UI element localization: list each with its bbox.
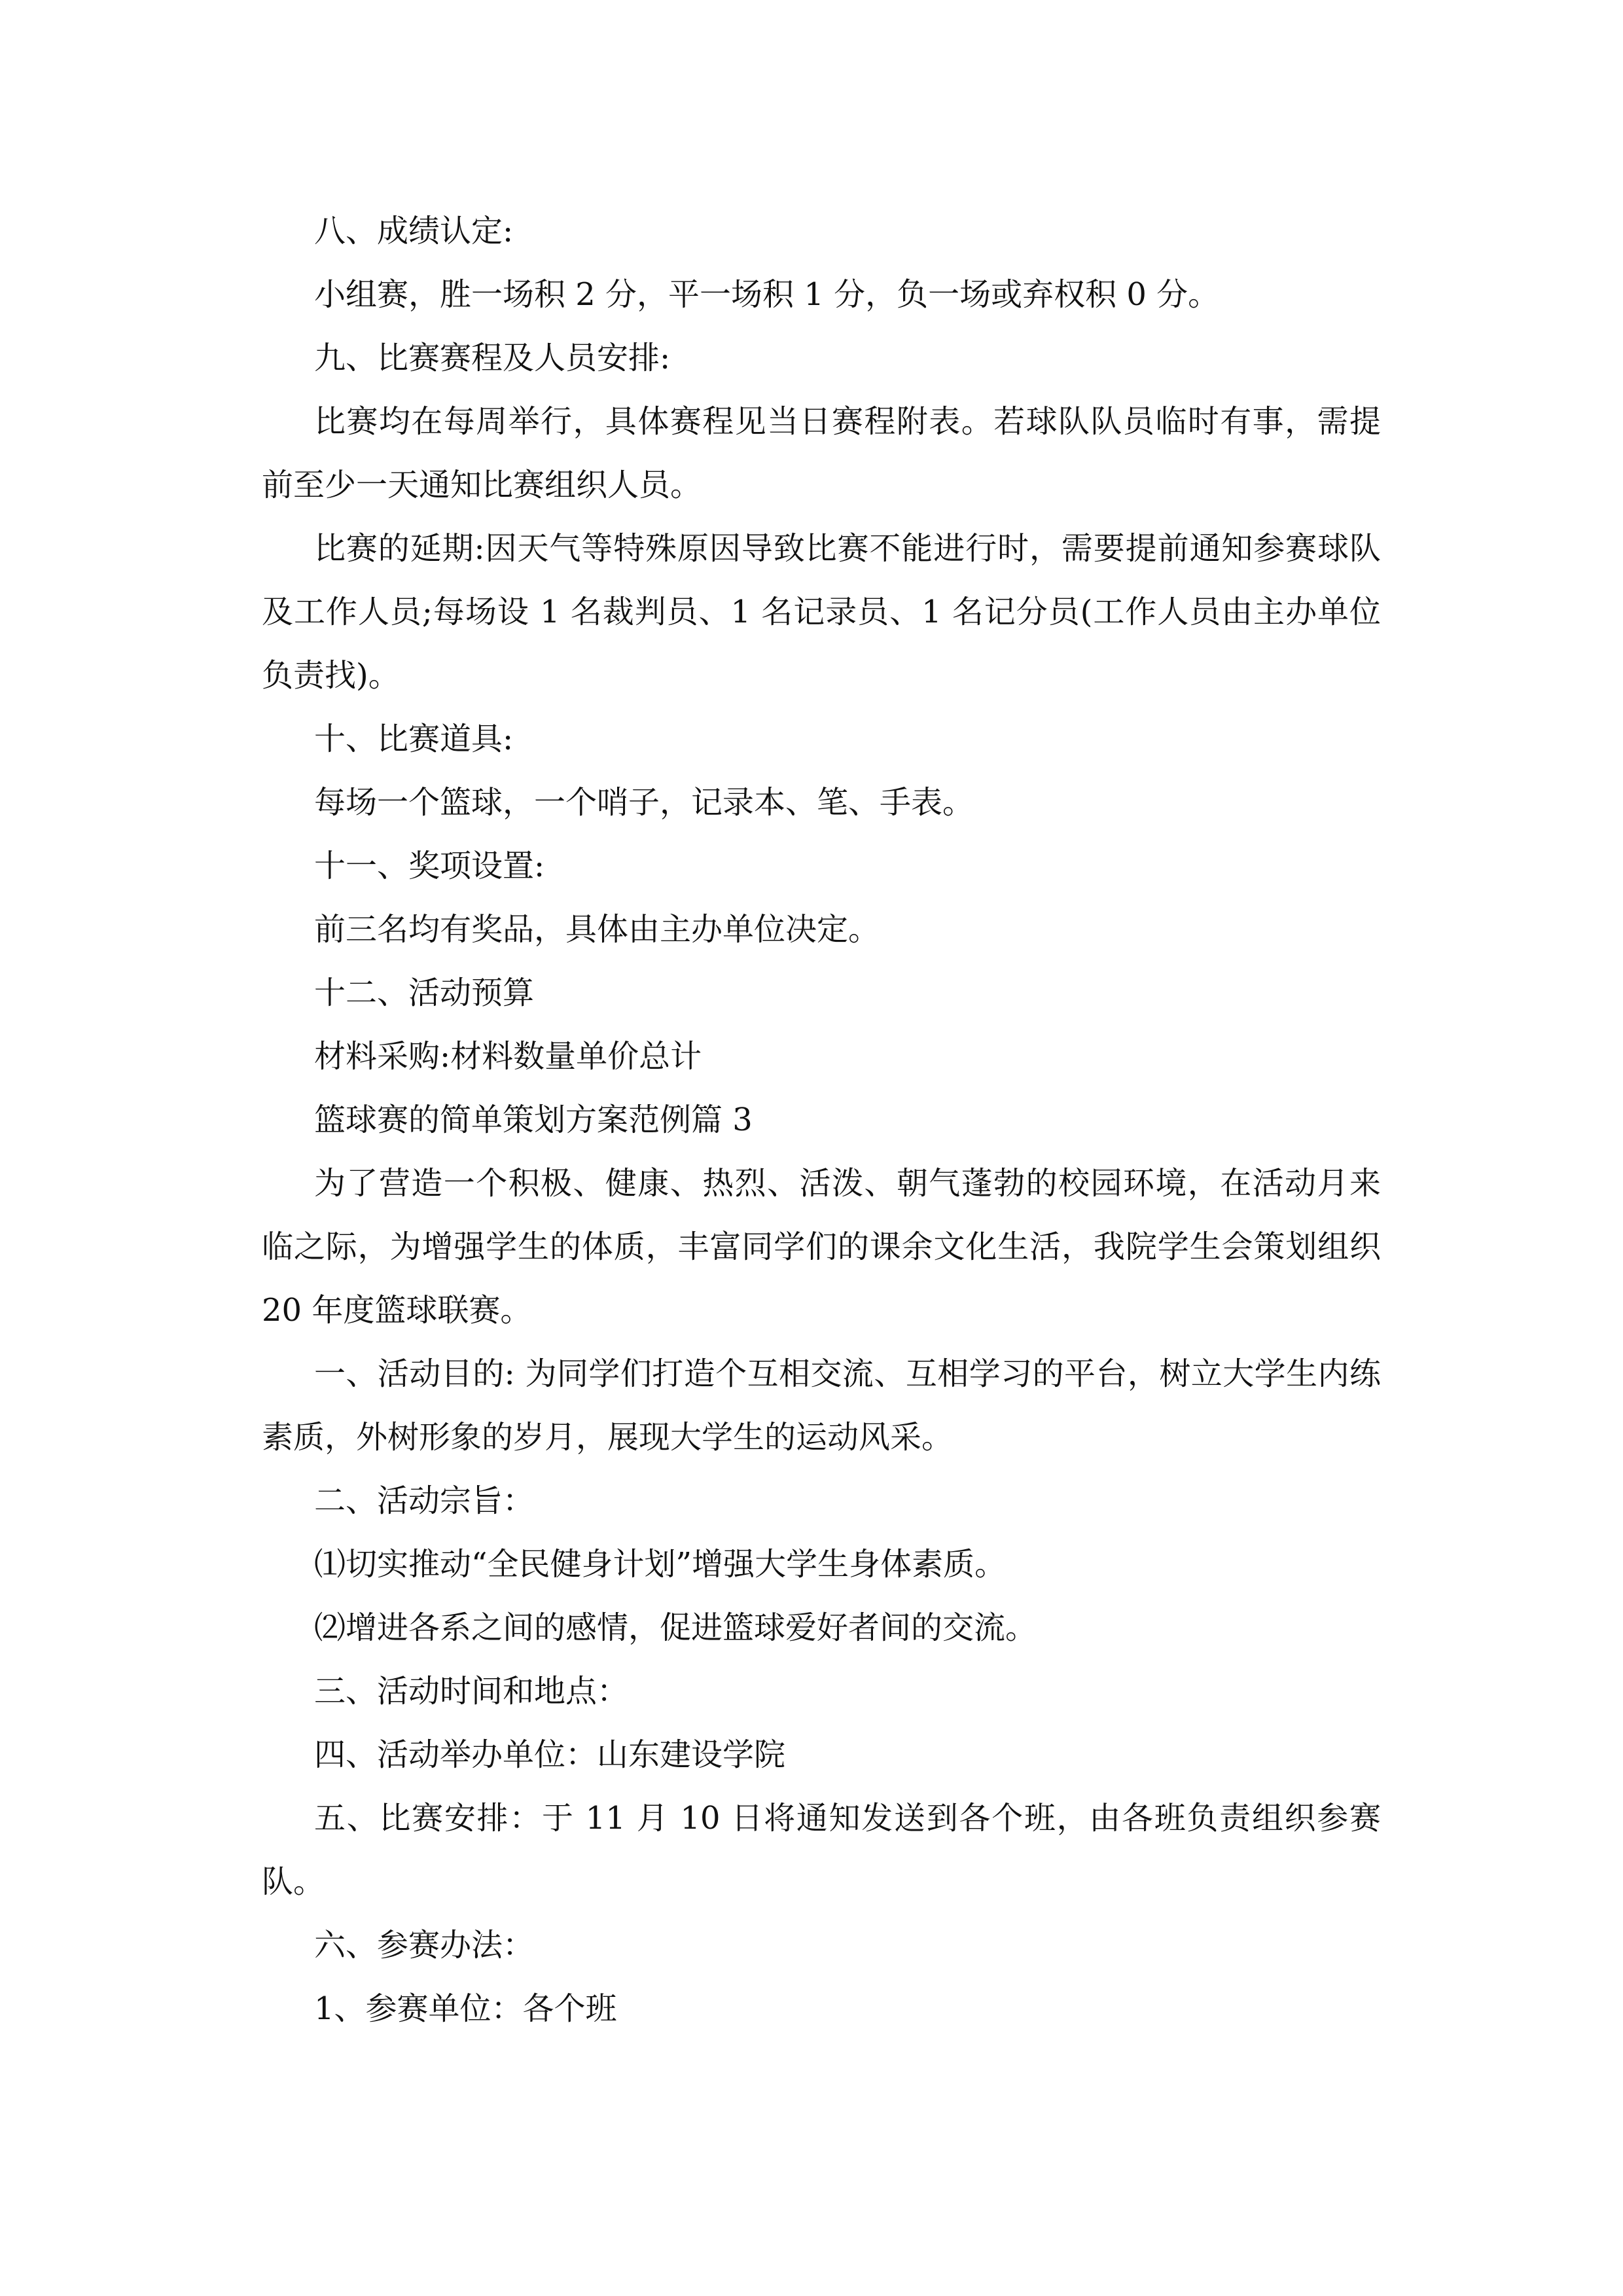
section-title: 篮球赛的简单策划方案范例篇 3 (314, 1102, 753, 1138)
paragraph-heading-9: 九、比赛赛程及人员安排: (314, 340, 671, 376)
paragraph: 比赛均在每周举行，具体赛程见当日赛程附表。若球队队员临时有事，需提前至少一天通知比赛组织人员。 (262, 403, 1381, 503)
paragraph-heading-3: 三、活动时间和地点： (314, 1673, 629, 1710)
paragraph: 为了营造一个积极、健康、热烈、活泼、朝气蓬勃的校园环境，在活动月来临之际，为增强学生的体质，丰富同学们的课余文化生活，我院学生会策划组织 20 年度篮球联赛。 (262, 1165, 1381, 1329)
paragraph-heading-10: 十、比赛道具: (314, 721, 514, 757)
paragraph: ⑵增进各系之间的感情，促进篮球爱好者间的交流。 (314, 1609, 1037, 1646)
paragraph: 每场一个篮球，一个哨子，记录本、笔、手表。 (314, 784, 974, 821)
paragraph-heading-4: 四、活动举办单位：山东建设学院 (314, 1736, 786, 1773)
paragraph-heading-12: 十二、活动预算 (314, 975, 535, 1011)
paragraph: 小组赛，胜一场积 2 分，平一场积 1 分，负一场或弃权积 0 分。 (314, 276, 1220, 313)
paragraph: 比赛的延期:因天气等特殊原因导致比赛不能进行时，需要提前通知参赛球队及工作人员;每场设 1 名裁判员、1 名记录员、1 名记分员(工作人员由主办单位负责找)。 (262, 530, 1381, 694)
paragraph: 材料采购:材料数量单价总计 (314, 1038, 702, 1075)
paragraph-heading-6: 六、参赛办法： (314, 1927, 535, 1964)
paragraph: 前三名均有奖品，具体由主办单位决定。 (314, 911, 880, 948)
paragraph: 1、参赛单位：各个班 (314, 1990, 617, 2027)
paragraph-heading-8: 八、成绩认定: (314, 213, 514, 249)
paragraph-heading-2: 二、活动宗旨： (314, 1482, 535, 1519)
paragraph: 五、比赛安排：于 11 月 10 日将通知发送到各个班，由各班负责组织参赛队。 (262, 1800, 1381, 1900)
paragraph: 一、活动目的: 为同学们打造个互相交流、互相学习的平台，树立大学生内练素质，外树形象的岁月，展现大学生的运动风采。 (262, 1355, 1381, 1456)
paragraph: ⑴切实推动“全民健身计划”增强大学生身体素质。 (314, 1546, 1007, 1583)
paragraph-heading-11: 十一、奖项设置: (314, 848, 545, 884)
document-body (262, 200, 1381, 2041)
